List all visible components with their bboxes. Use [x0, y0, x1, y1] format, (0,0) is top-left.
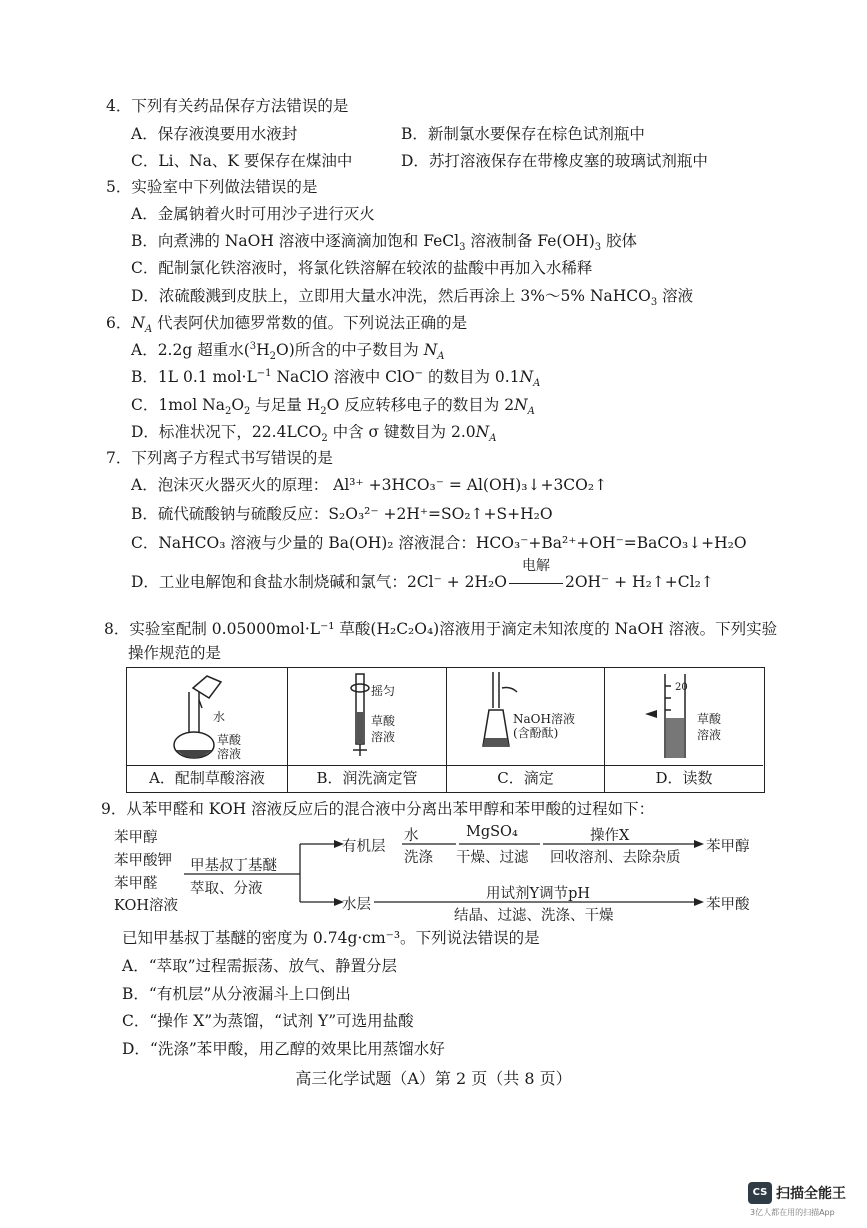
label-solution: 溶液	[217, 747, 242, 761]
q7-option-c: C．NaHCO₃ 溶液与少量的 Ba(OH)₂ 溶液混合：HCO₃⁻+Ba²⁺+OH⁻=BaCO₃↓+H₂O	[131, 534, 747, 552]
label-phenolphthalein: (含酚酞)	[513, 726, 559, 740]
recover-step: 回收溶剂、去除杂质	[550, 850, 681, 866]
mixture-item: 苯甲醛	[114, 876, 158, 892]
page-footer: 高三化学试题（A）第 2 页（共 8 页）	[295, 1069, 572, 1088]
q5-option-c: C．配制氯化铁溶液时，将氯化铁溶解在较浓的盐酸中再加入水稀释	[131, 259, 593, 277]
mixture-item: 苯甲醇	[114, 830, 158, 846]
separation-flowchart	[114, 820, 764, 924]
mixture-item: KOH溶液	[114, 898, 178, 914]
adjust-ph-step: 用试剂Y调节pH	[486, 886, 590, 902]
label-solution: 溶液	[697, 728, 722, 742]
q7-stem: 7．下列离子方程式书写错误的是	[106, 449, 333, 467]
q7-option-a: A．泡沫灭火器灭火的原理： Al³⁺ +3HCO₃⁻ = Al(OH)₃↓+3CO₂↑	[131, 476, 608, 494]
q7-option-d: D．工业电解饱和食盐水制烧碱和氯气：2Cl⁻ + 2H₂O 电解 2OH⁻ + H₂↑+Cl₂↑	[131, 558, 714, 591]
experiment-cell-b	[288, 668, 447, 792]
burette-figure	[288, 668, 446, 764]
q4-option-d: D．苏打溶液保存在带橡皮塞的玻璃试剂瓶中	[401, 152, 708, 170]
volumetric-flask-figure	[127, 668, 287, 764]
q6-stem: 6．$N_A$ 代表阿伏加德罗常数的值。下列说法正确的是	[106, 314, 468, 336]
q4-option-a: A．保存液溴要用水液封	[131, 125, 298, 143]
operation-x: 操作X	[590, 828, 630, 844]
q7-option-b: B．硫代硫酸钠与硫酸反应：S₂O₃²⁻ +2H⁺=SO₂↑+S+H₂O	[131, 505, 553, 523]
q9-option-d: D．“洗涤”苯甲酸，用乙醇的效果比用蒸馏水好	[122, 1040, 445, 1058]
q5-option-a: A．金属钠着火时可用沙子进行灭火	[131, 205, 375, 223]
q9-option-c: C．“操作 X”为蒸馏，“试剂 Y”可选用盐酸	[122, 1012, 414, 1030]
wash-step: 洗涤	[404, 850, 433, 866]
label-solution: 溶液	[371, 730, 396, 744]
water-reagent: 水	[404, 828, 419, 844]
q5-option-b: B．向煮沸的 NaOH 溶液中逐滴滴加饱和 FeCl$_3$ 溶液制备 $Fe(OH)_3$ 胶体	[131, 232, 638, 254]
extraction-step: 萃取、分液	[190, 881, 263, 897]
q8-stem-line1: 8．实验室配制 0.05000mol·L⁻¹ 草酸(H₂C₂O₄)溶液用于滴定未知浓度的 NaOH 溶液。下列实验	[104, 620, 778, 638]
q9-note: 已知甲基叔丁基醚的密度为 0.74g·cm⁻³。下列说法错误的是	[122, 929, 540, 947]
q8-stem-line2: 操作规范的是	[128, 644, 222, 662]
electrolysis-condition: 电解	[521, 558, 550, 574]
label-shake: 摇匀	[371, 684, 396, 698]
label-oxalic: 草酸	[371, 714, 396, 728]
label-scale-20: 20	[675, 682, 688, 693]
product-benzyl-alcohol: 苯甲醇	[706, 839, 750, 855]
dry-step: 干燥、过滤	[456, 850, 529, 866]
q4-option-b: B．新制氯水要保存在棕色试剂瓶中	[401, 125, 645, 143]
q9-stem: 9．从苯甲醛和 KOH 溶液反应后的混合液中分离出苯甲醇和苯甲酸的过程如下：	[101, 800, 655, 818]
q6-option-c: C．1mol $Na_2O_2$ 与足量 $H_2O$ 反应转移电子的数目为 $2N_A$	[131, 396, 535, 418]
q6-option-b: B．1L 0.1 $mol\cdot L^{-1}$ NaClO 溶液中 ClO− 的数目为 $0.1N_A$	[131, 367, 541, 390]
label-oxalic: 草酸	[217, 733, 242, 747]
experiment-cell-a	[127, 668, 288, 792]
label-water: 水	[213, 710, 226, 724]
scanner-watermark	[748, 1180, 858, 1220]
q5-option-d: D．浓硫酸溅到皮肤上，立即用大量水冲洗，然后再涂上 3%～5% NaHCO$_3$ 溶液	[131, 287, 694, 309]
q5-stem: 5．实验室中下列做法错误的是	[106, 178, 318, 196]
caption-a: A．配制草酸溶液	[149, 769, 265, 787]
caption-b: B．润洗滴定管	[316, 769, 418, 787]
q4-stem: 4．下列有关药品保存方法错误的是	[106, 97, 349, 115]
experiment-cell-c	[447, 668, 605, 792]
experiment-cell-d	[605, 668, 763, 792]
solvent-label: 甲基叔丁基醚	[190, 858, 277, 874]
label-naoh: NaOH溶液	[513, 712, 575, 726]
mixture-item: 苯甲酸钾	[114, 853, 172, 869]
aqueous-layer: 水层	[342, 897, 371, 913]
scanner-tagline: 3亿人都在用的扫描App	[750, 1208, 835, 1217]
caption-d: D．读数	[655, 769, 713, 787]
q9-option-a: A．“萃取”过程需振荡、放气、静置分层	[122, 957, 398, 975]
q9-option-b: B．“有机层”从分液漏斗上口倒出	[122, 985, 351, 1003]
q4-option-c: C．Li、Na、K 要保存在煤油中	[131, 152, 353, 170]
organic-layer: 有机层	[342, 839, 386, 855]
caption-c: C．滴定	[497, 769, 554, 787]
experiment-table	[126, 667, 765, 793]
q6-option-a: A．2.2g 超重水$(^3H_2O)$所含的中子数目为 $N_A$	[131, 340, 445, 363]
scanner-app-name: 扫描全能王	[776, 1186, 846, 1202]
mgso4-reagent: MgSO₄	[466, 824, 518, 840]
product-benzoic-acid: 苯甲酸	[706, 897, 750, 913]
q6-option-d: D．标准状况下，$22.4LCO_2$ 中含 σ 键数目为 $2.0N_A$	[131, 423, 497, 445]
camscanner-logo-icon: CS	[748, 1182, 772, 1204]
crystallize-step: 结晶、过滤、洗涤、干燥	[454, 908, 614, 924]
label-oxalic: 草酸	[697, 712, 722, 726]
